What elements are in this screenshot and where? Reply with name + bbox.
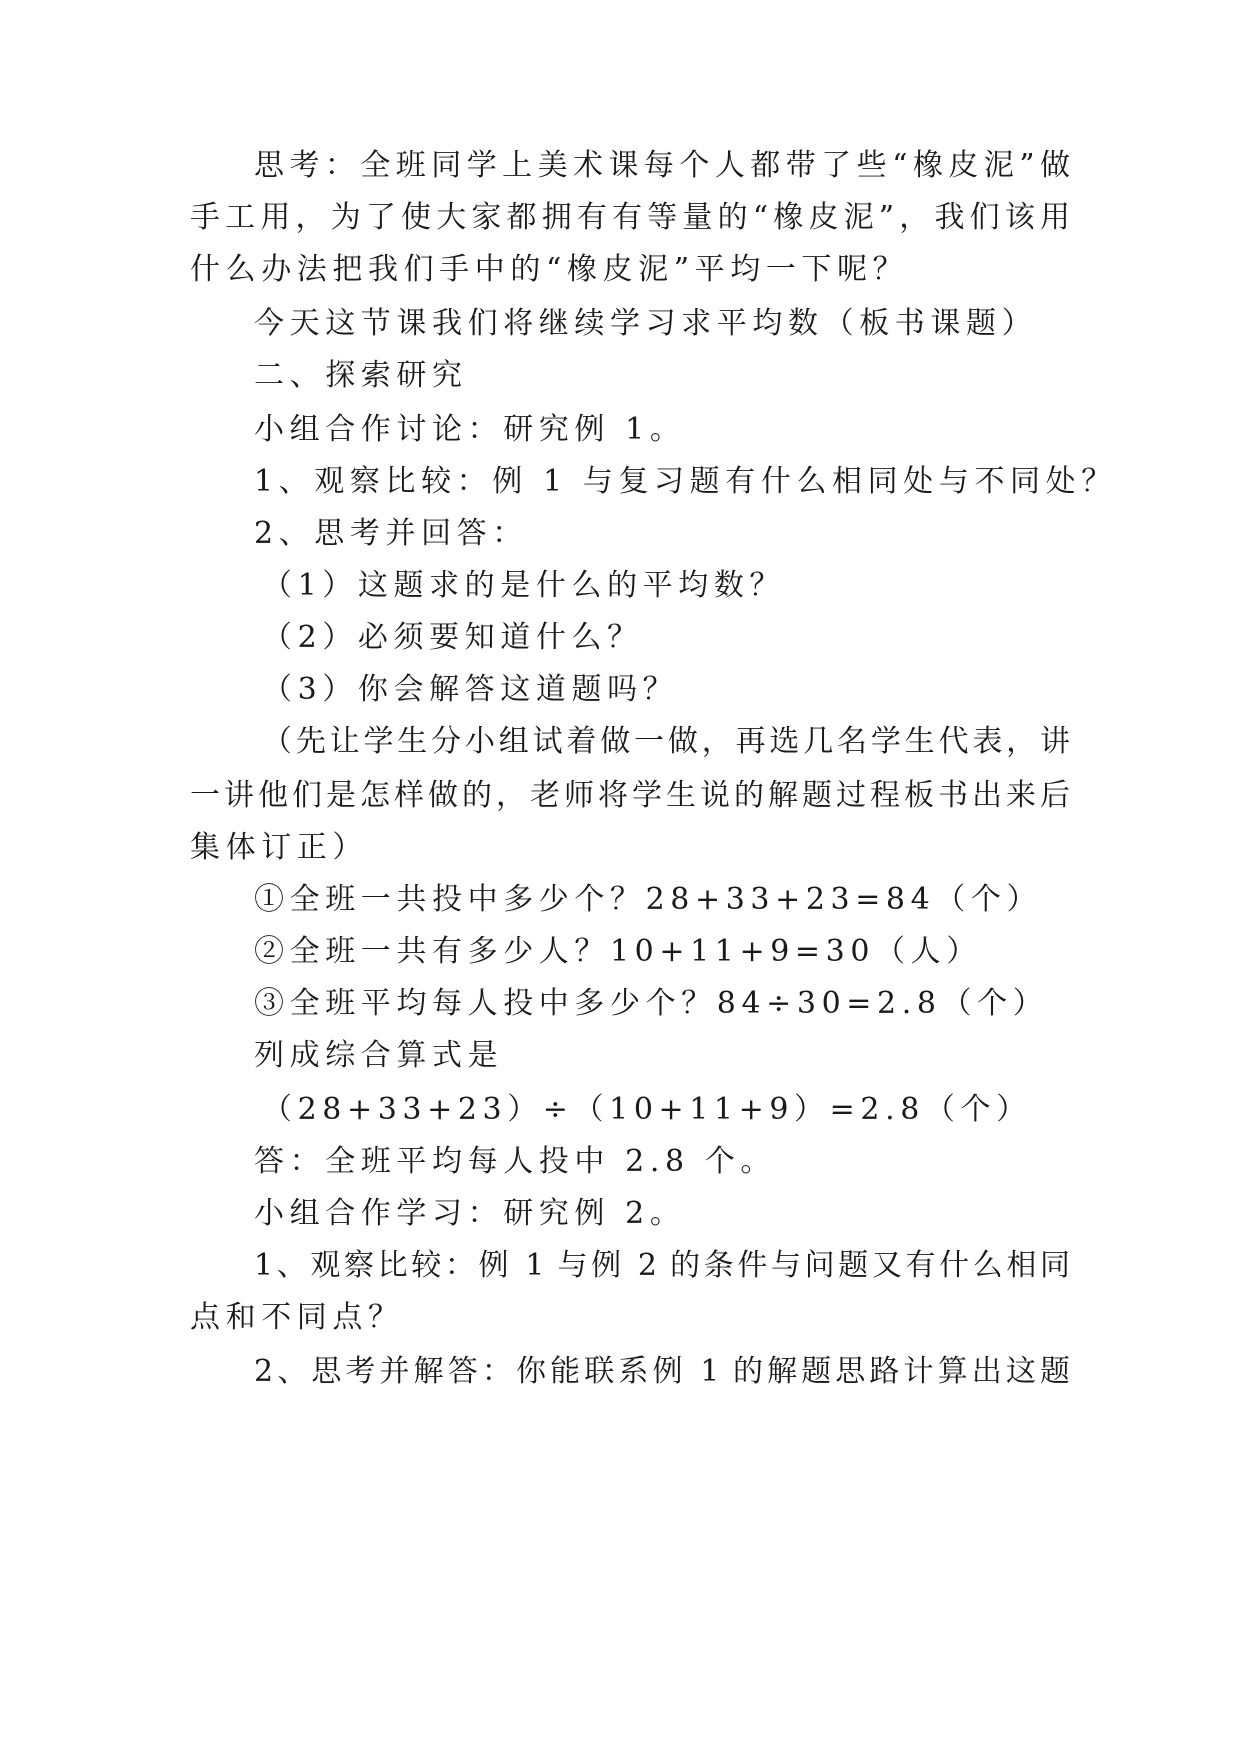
- step-line: ①全班一共投中多少个？28+33+23=84（个）: [254, 882, 1043, 917]
- paragraph-line: 2、思考并解答：你能联系例 1 的解题思路计算出这题: [254, 1354, 1070, 1389]
- paragraph-line: 2、思考并回答：: [254, 516, 528, 551]
- question-line: （3）你会解答这道题吗？: [262, 672, 679, 707]
- paragraph-line: 1、观察比较：例 1 与复习题有什么相同处与不同处？: [254, 464, 1117, 499]
- paragraph-line: 点和不同点？: [190, 1300, 404, 1335]
- formula-line: （28+33+23）÷（10+11+9）=2.8（个）: [262, 1092, 1032, 1127]
- paragraph-line: 小组合作学习：研究例 2。: [254, 1196, 686, 1231]
- step-line: ②全班一共有多少人？10+11+9=30（人）: [254, 934, 982, 969]
- paragraph-line: 思考：全班同学上美术课每个人都带了些“橡皮泥”做: [254, 148, 1070, 183]
- paragraph-line: 小组合作讨论：研究例 1。: [254, 412, 686, 447]
- step-line: ③全班平均每人投中多少个？84÷30=2.8（个）: [254, 986, 1049, 1021]
- answer-line: 答：全班平均每人投中 2.8 个。: [254, 1144, 776, 1179]
- paragraph-line: （先让学生分小组试着做一做，再选几名学生代表，讲: [262, 724, 1070, 759]
- paragraph-line: 1、观察比较：例 1 与例 2 的条件与问题又有什么相同: [254, 1248, 1070, 1283]
- paragraph-line: 列成综合算式是: [254, 1038, 504, 1073]
- paragraph-line: 什么办法把我们手中的“橡皮泥”平均一下呢？: [190, 252, 909, 287]
- question-line: （1）这题求的是什么的平均数？: [262, 568, 786, 603]
- question-line: （2）必须要知道什么？: [262, 620, 643, 655]
- paragraph-line: 一讲他们是怎样做的，老师将学生说的解题过程板书出来后: [190, 778, 1070, 813]
- paragraph-line: 手工用，为了使大家都拥有有等量的“橡皮泥”，我们该用: [190, 200, 1070, 235]
- paragraph-line: 集体订正）: [190, 830, 368, 865]
- section-heading: 二、探索研究: [254, 358, 468, 393]
- paragraph-line: 今天这节课我们将继续学习求平均数（板书课题）: [254, 306, 1038, 341]
